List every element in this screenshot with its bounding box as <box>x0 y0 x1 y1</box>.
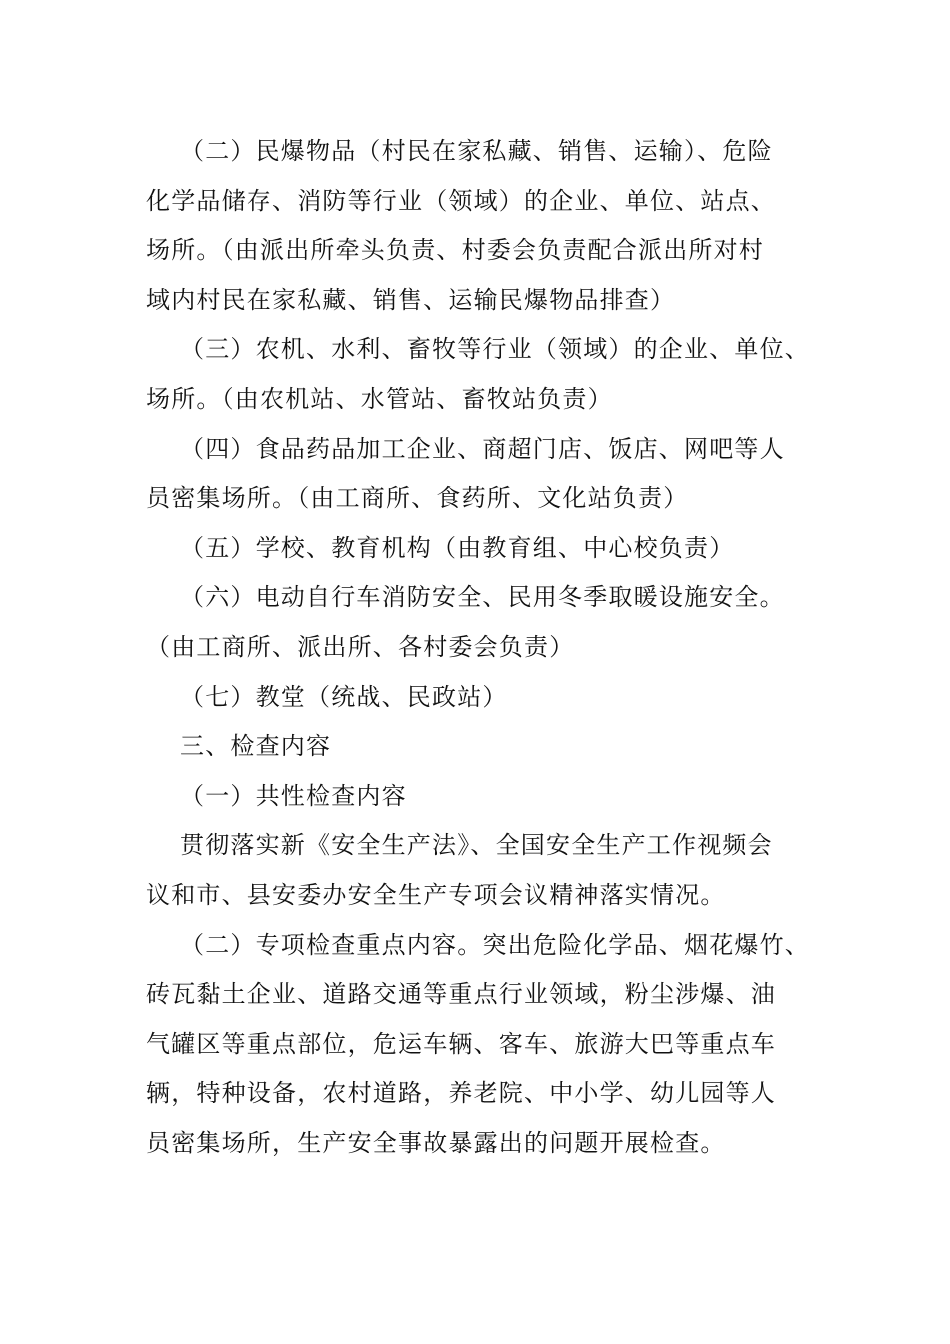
text-line-1: （二）民爆物品（村民在家私藏、销售、运输）、危险 <box>180 137 773 165</box>
text-line-19: 气罐区等重点部位，危运车辆、客车、旅游大巴等重点车 <box>146 1029 776 1058</box>
text-line-6: 场所。（由农机站、水管站、畜牧站负责） <box>146 384 613 413</box>
text-line-10: （六）电动自行车消防安全、民用冬季取暖设施安全。 <box>180 583 785 612</box>
text-line-8: 员密集场所。（由工商所、食药所、文化站负责） <box>146 484 689 513</box>
text-line-11: （由工商所、派出所、各村委会负责） <box>146 632 575 661</box>
text-line-9: （五）学校、教育机构（由教育组、中心校负责） <box>180 533 735 562</box>
text-line-18: 砖瓦黏土企业、道路交通等重点行业领域，粉尘涉爆、油 <box>146 980 776 1009</box>
text-line-2: 化学品储存、消防等行业（领域）的企业、单位、站点、 <box>146 186 776 215</box>
text-line-21: 员密集场所，生产安全事故暴露出的问题开展检查。 <box>146 1128 726 1157</box>
text-line-5: （三）农机、水利、畜牧等行业（领域）的企业、单位、 <box>180 335 810 364</box>
text-line-17: （二）专项检查重点内容。突出危险化学品、烟花爆竹、 <box>180 930 810 959</box>
text-line-4: 域内村民在家私藏、销售、运输民爆物品排查） <box>146 285 676 314</box>
text-line-3: 场所。（由派出所牵头负责、村委会负责配合派出所对村 <box>146 236 764 265</box>
text-line-20: 辆，特种设备，农村道路，养老院、中小学、幼儿园等人 <box>146 1079 776 1108</box>
document-body <box>146 127 816 1168</box>
text-line-14: （一）共性检查内容 <box>180 781 407 810</box>
text-line-7: （四）食品药品加工企业、商超门店、饭店、网吧等人 <box>180 434 785 463</box>
section-heading: 三、检查内容 <box>180 732 332 761</box>
text-line-15: 贯彻落实新《安全生产法》、全国安全生产工作视频会 <box>180 831 773 860</box>
text-line-12: （七）教堂（统战、民政站） <box>180 682 508 711</box>
text-line-16: 议和市、县安委办安全生产专项会议精神落实情况。 <box>146 880 726 909</box>
